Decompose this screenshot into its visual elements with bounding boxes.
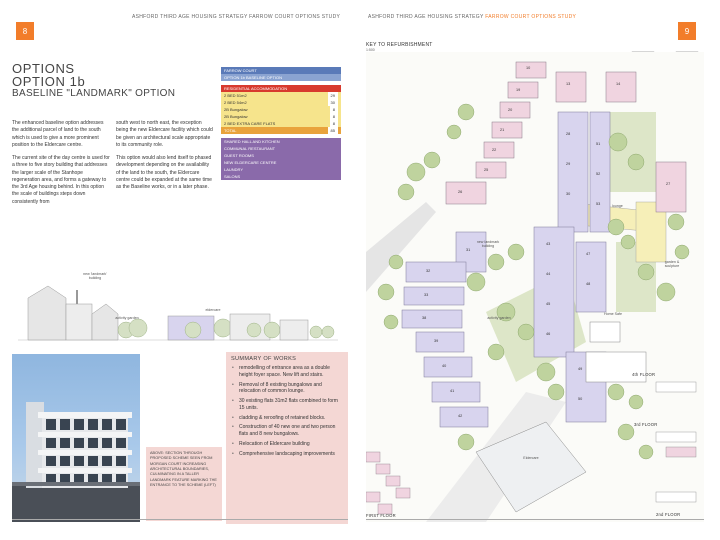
table-row: 2 BED 54m2 30 [221, 99, 341, 106]
section-drawing [18, 264, 338, 346]
unit-number: 49 [578, 367, 583, 371]
unit-number: 31 [466, 248, 471, 252]
unit-number: 29 [566, 162, 571, 166]
table-row: 2 BED EXTRA CARE FLATS 8 [221, 120, 341, 127]
unit-number: 20 [508, 108, 513, 112]
body-paragraph: The enhanced baseline option addresses the additional parcel of land to the south which is used to give a more prominent position to the Eldercare centre. [12, 120, 104, 148]
list-item: • Comprehensive landscaping improvements [231, 451, 343, 458]
table-section-title: RESIDENTIAL ACCOMMODATION [221, 85, 341, 92]
table-total-row: TOTAL 85 [221, 127, 341, 134]
summary-title: SUMMARY OF WORKS [231, 356, 297, 362]
right-page [366, 12, 704, 528]
body-paragraph: This option would also lend itself to phased development depending on the availability of the land to the south, the Eldercare centre could be expanded at the same time as the Baseline works, or in a later phase. [116, 155, 212, 190]
list-item: • Construction of 40 new one and two person flats and 8 new bungalows. [231, 424, 343, 438]
unit-number: 39 [434, 339, 439, 343]
title-line2: OPTION 1b [12, 74, 86, 89]
unit-number: 21 [500, 128, 505, 132]
list-item: • Relocation of Eldercare building [231, 441, 343, 448]
unit-number: 47 [586, 252, 591, 256]
map-label-homesafe: Home Safe [604, 312, 622, 316]
table-row: 2B Bungalow 8 [221, 106, 341, 113]
page-number-left: 8 [16, 22, 34, 40]
facility-row: SHARED HALL AND KITCHEN [221, 138, 341, 145]
unit-number: 46 [546, 332, 551, 336]
running-head-right: ASHFORD THIRD AGE HOUSING STRATEGY FARROW COURT OPTIONS STUDY [368, 14, 577, 20]
table-subheader: OPTION 1b BASELINE OPTION [221, 74, 341, 81]
summary-of-works [226, 352, 348, 524]
unit-number: 27 [666, 182, 671, 186]
unit-number: 26 [458, 190, 463, 194]
list-item: • cladding & reroofing of retained blocks. [231, 415, 343, 422]
building-photo [12, 354, 140, 522]
unit-number: 44 [546, 272, 551, 276]
map-label-activity-garden: activity garden [487, 316, 511, 320]
page-number-right: 9 [678, 22, 696, 40]
unit-number: 14 [616, 82, 621, 86]
list-item: • Removal of 8 existing bungalows and relocation of common lounge. [231, 382, 343, 396]
body-paragraph: The current site of the day centre is used for a three to five story building that addresses the larger scale of the Stanhope regeneration area, and forms a gateway to the 3rd Age housing behind. In this option the scale of buildings steps down consistently from [12, 155, 110, 205]
unit-number: 13 [566, 82, 571, 86]
unit-number: 40 [442, 364, 447, 368]
figure-label-garden: activity garden [115, 316, 139, 320]
unit-number: 50 [578, 397, 583, 401]
floor-label-4th: 4th FLOOR [632, 372, 656, 377]
figure-label-landmark: new 'landmark' building [83, 272, 107, 281]
facility-row: SALONS [221, 173, 341, 180]
building-photo-drawing [12, 354, 140, 522]
unit-number: 48 [586, 282, 591, 286]
unit-number: 45 [546, 302, 551, 306]
unit-number: 41 [450, 389, 455, 393]
table-row: 2B Bungalow 8 [221, 113, 341, 120]
map-label-lounge: lounge [612, 204, 623, 208]
body-column-2 [116, 120, 214, 197]
list-item: • 30 existing flats 31m2 flats combined to form 15 units. [231, 398, 343, 412]
map-label-garden: garden & sculpture [664, 260, 680, 269]
summary-list [231, 365, 343, 457]
unit-number: 19 [516, 88, 521, 92]
facility-row: COMMUNAL RESTAURANT [221, 145, 341, 152]
key-title: KEY TO REFURBISHMENT [366, 42, 433, 48]
unit-number: 33 [424, 293, 429, 297]
key-scale: 1:500 [366, 48, 375, 52]
footer-rule [366, 519, 704, 520]
footer-rule [12, 519, 348, 520]
facility-row: NEW ELDERCARE CENTRE [221, 159, 341, 166]
floor-label-3rd: 3rd FLOOR [634, 422, 658, 427]
table-header: FARROW COURT [221, 67, 341, 74]
list-item: • remodelling of entrance area as a double height foyer space. New lift and stairs. [231, 365, 343, 379]
unit-number: 42 [458, 414, 463, 418]
unit-number: 51 [596, 142, 601, 146]
table-row: 2 BED 51m2 29 [221, 92, 341, 99]
map-label-eldercare: Eldercare [523, 456, 539, 460]
accommodation-table [221, 67, 341, 180]
page-title [12, 62, 212, 99]
facility-row: LAUNDRY [221, 166, 341, 173]
floor-label-first: FIRST FLOOR [366, 513, 396, 518]
unit-numbers [366, 52, 704, 522]
left-page [8, 12, 348, 528]
title-line1: OPTIONS [12, 61, 75, 76]
unit-number: 28 [566, 132, 571, 136]
body-paragraph: south west to north east, the exception being the new Eldercare facility which could be given an architectural scale appropriate to its community role. [116, 120, 213, 148]
map-label-new-landmark: new landmark building [476, 240, 500, 249]
unit-number: 10 [526, 66, 531, 70]
facility-row: GUEST ROOMS [221, 152, 341, 159]
floor-label-2nd: 2nd FLOOR [656, 512, 681, 517]
unit-number: 38 [422, 316, 427, 320]
body-column-1 [12, 120, 110, 212]
unit-number: 52 [596, 172, 601, 176]
title-line3: BASELINE "LANDMARK" OPTION [12, 88, 176, 99]
photo-caption: ABOVE: SECTION THROUGH PROPOSED SCHEME SEEN FROM MORGAN COURT INCREASING ARCHITECTURAL BOUNDARIES, CULMINATING IN A TALLER LANDMARK FEATURE MARKING THE ENTRANCE TO THE SCHEME (LEFT) [146, 447, 222, 521]
unit-number: 22 [492, 148, 497, 152]
figure-label-eldercare: eldercare [205, 308, 221, 312]
unit-number: 32 [426, 269, 431, 273]
running-head-left: ASHFORD THIRD AGE HOUSING STRATEGY FARROW COURT OPTIONS STUDY [132, 14, 341, 20]
unit-number: 43 [546, 242, 551, 246]
unit-number: 30 [566, 192, 571, 196]
unit-number: 53 [596, 202, 601, 206]
unit-number: 25 [484, 168, 489, 172]
